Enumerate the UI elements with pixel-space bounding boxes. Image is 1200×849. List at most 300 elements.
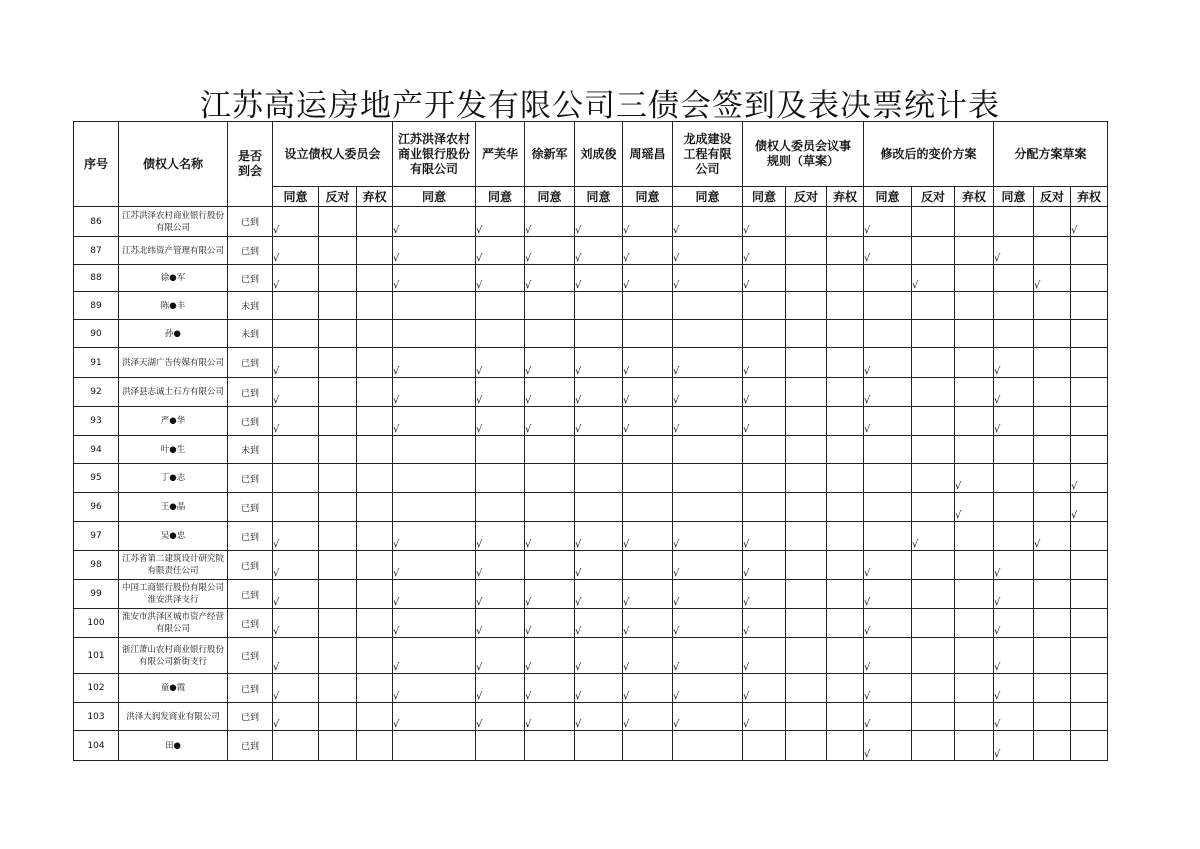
vote-empty-cell	[912, 580, 955, 609]
vote-check-cell: √	[525, 703, 575, 731]
vote-check-cell: √	[476, 703, 525, 731]
vote-option-header: 同意	[393, 187, 476, 207]
vote-empty-cell	[994, 292, 1034, 320]
vote-empty-cell	[912, 551, 955, 580]
vote-empty-cell	[955, 638, 994, 674]
vote-empty-cell	[955, 407, 994, 436]
vote-empty-cell	[1034, 703, 1071, 731]
row-creditor-name: 中国工商银行股份有限公司淮安洪泽支行	[119, 580, 228, 609]
vote-empty-cell	[912, 436, 955, 464]
vote-empty-cell	[1071, 638, 1108, 674]
vote-empty-cell	[357, 609, 393, 638]
row-seq: 89	[74, 292, 119, 320]
vote-empty-cell	[623, 320, 673, 348]
vote-empty-cell	[955, 265, 994, 292]
vote-check-cell: √	[623, 638, 673, 674]
page-title: 江苏高运房地产开发有限公司三债会签到及表决票统计表	[200, 88, 1000, 124]
table-row	[74, 378, 1108, 407]
vote-empty-cell	[476, 493, 525, 522]
vote-empty-cell	[319, 674, 357, 703]
vote-empty-cell	[357, 731, 393, 761]
vote-empty-cell	[319, 609, 357, 638]
vote-empty-cell	[994, 493, 1034, 522]
row-creditor-name: 严●华	[119, 407, 228, 436]
table-row	[74, 237, 1108, 265]
vote-check-cell: √	[994, 407, 1034, 436]
vote-option-header: 同意	[864, 187, 912, 207]
vote-empty-cell	[319, 407, 357, 436]
row-seq: 102	[74, 674, 119, 703]
row-seq: 91	[74, 348, 119, 378]
vote-empty-cell	[357, 522, 393, 551]
vote-option-header: 同意	[673, 187, 743, 207]
vote-empty-cell	[786, 522, 827, 551]
vote-check-cell: √	[273, 207, 319, 237]
vote-check-cell: √	[393, 207, 476, 237]
table-row	[74, 703, 1108, 731]
vote-check-cell: √	[393, 237, 476, 265]
vote-empty-cell	[575, 436, 623, 464]
vote-empty-cell	[827, 580, 864, 609]
vote-empty-cell	[786, 320, 827, 348]
row-seq: 88	[74, 265, 119, 292]
vote-empty-cell	[786, 493, 827, 522]
vote-empty-cell	[673, 464, 743, 493]
vote-check-cell: √	[273, 703, 319, 731]
vote-check-cell: √	[476, 551, 525, 580]
vote-empty-cell	[912, 638, 955, 674]
vote-check-cell: √	[393, 703, 476, 731]
header-seq: 序号	[74, 122, 119, 207]
vote-empty-cell	[827, 522, 864, 551]
vote-check-cell: √	[994, 378, 1034, 407]
vote-statistics-table	[73, 121, 1108, 761]
vote-empty-cell	[273, 731, 319, 761]
vote-check-cell: √	[673, 703, 743, 731]
vote-empty-cell	[955, 703, 994, 731]
row-attendance: 未到	[228, 292, 273, 320]
row-attendance: 已到	[228, 703, 273, 731]
table-row	[74, 348, 1108, 378]
row-seq: 86	[74, 207, 119, 237]
vote-empty-cell	[1071, 674, 1108, 703]
vote-empty-cell	[673, 292, 743, 320]
vote-empty-cell	[864, 522, 912, 551]
vote-empty-cell	[525, 731, 575, 761]
vote-check-cell: √	[525, 378, 575, 407]
vote-empty-cell	[319, 638, 357, 674]
vote-empty-cell	[1071, 237, 1108, 265]
vote-empty-cell	[912, 731, 955, 761]
table-row	[74, 464, 1108, 493]
vote-empty-cell	[319, 378, 357, 407]
vote-check-cell: √	[994, 703, 1034, 731]
table-row	[74, 522, 1108, 551]
vote-check-cell: √	[575, 522, 623, 551]
vote-empty-cell	[955, 522, 994, 551]
vote-empty-cell	[864, 292, 912, 320]
row-seq: 100	[74, 609, 119, 638]
header-group-yan: 严芙华	[476, 122, 525, 187]
vote-check-cell: √	[575, 674, 623, 703]
vote-check-cell: √	[623, 580, 673, 609]
vote-empty-cell	[357, 207, 393, 237]
vote-check-cell: √	[273, 407, 319, 436]
row-seq: 97	[74, 522, 119, 551]
vote-empty-cell	[357, 703, 393, 731]
vote-check-cell: √	[864, 731, 912, 761]
vote-check-cell: √	[525, 638, 575, 674]
vote-empty-cell	[319, 207, 357, 237]
vote-empty-cell	[827, 609, 864, 638]
vote-empty-cell	[955, 320, 994, 348]
vote-empty-cell	[1071, 703, 1108, 731]
vote-empty-cell	[786, 436, 827, 464]
vote-empty-cell	[912, 237, 955, 265]
vote-empty-cell	[1034, 378, 1071, 407]
vote-check-cell: √	[575, 638, 623, 674]
vote-empty-cell	[786, 609, 827, 638]
vote-empty-cell	[476, 320, 525, 348]
row-attendance: 已到	[228, 464, 273, 493]
vote-option-header: 同意	[575, 187, 623, 207]
vote-empty-cell	[1071, 580, 1108, 609]
vote-check-cell: √	[864, 407, 912, 436]
vote-check-cell: √	[393, 348, 476, 378]
vote-empty-cell	[1034, 731, 1071, 761]
vote-empty-cell	[273, 493, 319, 522]
vote-empty-cell	[673, 731, 743, 761]
vote-check-cell: √	[476, 407, 525, 436]
vote-check-cell: √	[393, 551, 476, 580]
vote-check-cell: √	[273, 580, 319, 609]
vote-empty-cell	[623, 731, 673, 761]
vote-check-cell: √	[1071, 464, 1108, 493]
row-attendance: 已到	[228, 378, 273, 407]
vote-check-cell: √	[575, 703, 623, 731]
vote-empty-cell	[357, 320, 393, 348]
vote-check-cell: √	[525, 265, 575, 292]
vote-empty-cell	[864, 436, 912, 464]
vote-empty-cell	[1034, 407, 1071, 436]
vote-empty-cell	[525, 464, 575, 493]
vote-check-cell: √	[743, 609, 786, 638]
vote-empty-cell	[955, 292, 994, 320]
header-group-committee: 设立债权人委员会	[273, 122, 393, 187]
table-row	[74, 493, 1108, 522]
vote-empty-cell	[827, 407, 864, 436]
row-creditor-name: 田●	[119, 731, 228, 761]
vote-option-header: 弃权	[1071, 187, 1108, 207]
vote-empty-cell	[673, 436, 743, 464]
vote-empty-cell	[357, 551, 393, 580]
vote-check-cell: √	[673, 551, 743, 580]
vote-check-cell: √	[273, 265, 319, 292]
vote-empty-cell	[864, 320, 912, 348]
vote-empty-cell	[1034, 436, 1071, 464]
vote-empty-cell	[912, 207, 955, 237]
vote-empty-cell	[319, 265, 357, 292]
vote-empty-cell	[673, 493, 743, 522]
vote-empty-cell	[525, 292, 575, 320]
vote-check-cell: √	[525, 407, 575, 436]
vote-empty-cell	[357, 638, 393, 674]
vote-empty-cell	[393, 731, 476, 761]
vote-check-cell: √	[525, 609, 575, 638]
header-group-hongze-bank: 江苏洪泽农村商业银行股份有限公司	[393, 122, 476, 187]
vote-empty-cell	[1071, 522, 1108, 551]
vote-empty-cell	[1034, 207, 1071, 237]
table-row	[74, 551, 1108, 580]
row-seq: 92	[74, 378, 119, 407]
table-row	[74, 320, 1108, 348]
vote-empty-cell	[525, 436, 575, 464]
vote-empty-cell	[912, 378, 955, 407]
vote-empty-cell	[786, 265, 827, 292]
vote-empty-cell	[1071, 378, 1108, 407]
vote-check-cell: √	[476, 348, 525, 378]
row-creditor-name: 陈●丰	[119, 292, 228, 320]
vote-empty-cell	[743, 436, 786, 464]
vote-option-header: 反对	[319, 187, 357, 207]
vote-check-cell: √	[393, 674, 476, 703]
vote-option-header: 反对	[1034, 187, 1071, 207]
vote-check-cell: √	[994, 348, 1034, 378]
row-creditor-name: 江苏北纬资产管理有限公司	[119, 237, 228, 265]
vote-check-cell: √	[994, 731, 1034, 761]
vote-check-cell: √	[673, 207, 743, 237]
vote-empty-cell	[476, 731, 525, 761]
vote-check-cell: √	[955, 493, 994, 522]
vote-empty-cell	[1034, 674, 1071, 703]
vote-check-cell: √	[994, 674, 1034, 703]
table-row	[74, 731, 1108, 761]
vote-check-cell: √	[273, 348, 319, 378]
row-attendance: 已到	[228, 731, 273, 761]
row-seq: 99	[74, 580, 119, 609]
vote-empty-cell	[273, 292, 319, 320]
vote-check-cell: √	[864, 551, 912, 580]
vote-empty-cell	[912, 348, 955, 378]
vote-check-cell: √	[476, 609, 525, 638]
vote-check-cell: √	[273, 609, 319, 638]
vote-check-cell: √	[743, 703, 786, 731]
vote-check-cell: √	[743, 580, 786, 609]
vote-empty-cell	[864, 493, 912, 522]
vote-check-cell: √	[673, 522, 743, 551]
vote-empty-cell	[743, 493, 786, 522]
vote-check-cell: √	[864, 348, 912, 378]
header-group-zhou: 周瑶昌	[623, 122, 673, 187]
vote-empty-cell	[575, 292, 623, 320]
row-seq: 101	[74, 638, 119, 674]
vote-empty-cell	[623, 436, 673, 464]
vote-empty-cell	[786, 638, 827, 674]
vote-empty-cell	[912, 609, 955, 638]
vote-empty-cell	[575, 464, 623, 493]
vote-empty-cell	[827, 436, 864, 464]
vote-option-header: 同意	[273, 187, 319, 207]
vote-check-cell: √	[575, 407, 623, 436]
vote-empty-cell	[786, 292, 827, 320]
vote-empty-cell	[1034, 348, 1071, 378]
vote-empty-cell	[623, 551, 673, 580]
vote-check-cell: √	[393, 522, 476, 551]
vote-empty-cell	[1034, 237, 1071, 265]
vote-check-cell: √	[575, 348, 623, 378]
vote-check-cell: √	[673, 609, 743, 638]
row-attendance: 未到	[228, 320, 273, 348]
vote-check-cell: √	[525, 207, 575, 237]
row-creditor-name: 洪泽县志诚土石方有限公司	[119, 378, 228, 407]
vote-check-cell: √	[864, 609, 912, 638]
vote-empty-cell	[786, 207, 827, 237]
row-creditor-name: 孙●	[119, 320, 228, 348]
vote-check-cell: √	[623, 348, 673, 378]
row-attendance: 已到	[228, 638, 273, 674]
vote-check-cell: √	[623, 237, 673, 265]
vote-check-cell: √	[476, 378, 525, 407]
vote-empty-cell	[994, 265, 1034, 292]
row-attendance: 已到	[228, 348, 273, 378]
vote-check-cell: √	[476, 207, 525, 237]
vote-empty-cell	[1071, 292, 1108, 320]
vote-check-cell: √	[743, 237, 786, 265]
vote-option-header: 同意	[476, 187, 525, 207]
vote-empty-cell	[827, 265, 864, 292]
row-creditor-name: 叶●生	[119, 436, 228, 464]
vote-empty-cell	[1034, 292, 1071, 320]
row-seq: 103	[74, 703, 119, 731]
row-seq: 104	[74, 731, 119, 761]
vote-check-cell: √	[864, 703, 912, 731]
vote-empty-cell	[743, 292, 786, 320]
vote-check-cell: √	[476, 580, 525, 609]
vote-check-cell: √	[273, 551, 319, 580]
vote-empty-cell	[1034, 464, 1071, 493]
vote-empty-cell	[912, 292, 955, 320]
vote-empty-cell	[319, 703, 357, 731]
vote-empty-cell	[357, 436, 393, 464]
vote-check-cell: √	[864, 674, 912, 703]
vote-empty-cell	[319, 320, 357, 348]
vote-empty-cell	[319, 551, 357, 580]
vote-option-header: 同意	[525, 187, 575, 207]
vote-check-cell: √	[673, 265, 743, 292]
vote-empty-cell	[623, 292, 673, 320]
row-creditor-name: 淮安市洪泽区城市资产经营有限公司	[119, 609, 228, 638]
vote-check-cell: √	[1034, 522, 1071, 551]
row-seq: 90	[74, 320, 119, 348]
row-attendance: 未到	[228, 436, 273, 464]
vote-check-cell: √	[743, 674, 786, 703]
vote-empty-cell	[955, 207, 994, 237]
vote-check-cell: √	[273, 674, 319, 703]
vote-empty-cell	[786, 731, 827, 761]
vote-check-cell: √	[525, 674, 575, 703]
vote-option-header: 同意	[743, 187, 786, 207]
header-group-longcheng: 龙成建设工程有限公司	[673, 122, 743, 187]
vote-empty-cell	[786, 551, 827, 580]
vote-empty-cell	[912, 674, 955, 703]
row-attendance: 已到	[228, 407, 273, 436]
table-row	[74, 638, 1108, 674]
vote-empty-cell	[357, 265, 393, 292]
vote-check-cell: √	[575, 378, 623, 407]
vote-empty-cell	[1071, 436, 1108, 464]
vote-check-cell: √	[476, 237, 525, 265]
vote-check-cell: √	[673, 580, 743, 609]
vote-empty-cell	[1071, 348, 1108, 378]
vote-empty-cell	[1034, 580, 1071, 609]
row-creditor-name: 童●霞	[119, 674, 228, 703]
vote-option-header: 反对	[912, 187, 955, 207]
vote-empty-cell	[827, 207, 864, 237]
vote-check-cell: √	[476, 522, 525, 551]
vote-empty-cell	[476, 292, 525, 320]
vote-empty-cell	[1034, 320, 1071, 348]
vote-option-header: 弃权	[357, 187, 393, 207]
row-creditor-name: 洪泽大润发商业有限公司	[119, 703, 228, 731]
row-seq: 96	[74, 493, 119, 522]
vote-empty-cell	[1071, 731, 1108, 761]
vote-empty-cell	[955, 551, 994, 580]
vote-empty-cell	[864, 464, 912, 493]
vote-empty-cell	[575, 320, 623, 348]
vote-empty-cell	[955, 731, 994, 761]
vote-check-cell: √	[575, 609, 623, 638]
vote-empty-cell	[357, 378, 393, 407]
vote-empty-cell	[955, 580, 994, 609]
vote-empty-cell	[357, 407, 393, 436]
vote-check-cell: √	[525, 348, 575, 378]
vote-empty-cell	[575, 493, 623, 522]
vote-empty-cell	[827, 638, 864, 674]
row-attendance: 已到	[228, 265, 273, 292]
vote-empty-cell	[743, 464, 786, 493]
vote-check-cell: √	[393, 609, 476, 638]
vote-empty-cell	[912, 320, 955, 348]
vote-check-cell: √	[1071, 207, 1108, 237]
row-attendance: 已到	[228, 580, 273, 609]
vote-empty-cell	[319, 348, 357, 378]
vote-check-cell: √	[575, 237, 623, 265]
row-creditor-name: 王●晶	[119, 493, 228, 522]
vote-check-cell: √	[743, 407, 786, 436]
vote-empty-cell	[827, 493, 864, 522]
vote-empty-cell	[673, 320, 743, 348]
row-creditor-name: 江苏洪泽农村商业银行股份有限公司	[119, 207, 228, 237]
vote-check-cell: √	[994, 638, 1034, 674]
vote-check-cell: √	[994, 580, 1034, 609]
vote-check-cell: √	[623, 407, 673, 436]
vote-check-cell: √	[476, 638, 525, 674]
vote-empty-cell	[357, 580, 393, 609]
vote-empty-cell	[1034, 493, 1071, 522]
vote-empty-cell	[912, 464, 955, 493]
vote-check-cell: √	[393, 407, 476, 436]
table-row	[74, 674, 1108, 703]
vote-empty-cell	[357, 348, 393, 378]
vote-empty-cell	[319, 493, 357, 522]
vote-check-cell: √	[575, 580, 623, 609]
vote-empty-cell	[827, 703, 864, 731]
vote-check-cell: √	[623, 378, 673, 407]
vote-check-cell: √	[994, 609, 1034, 638]
vote-check-cell: √	[273, 522, 319, 551]
vote-check-cell: √	[743, 207, 786, 237]
vote-empty-cell	[1034, 638, 1071, 674]
